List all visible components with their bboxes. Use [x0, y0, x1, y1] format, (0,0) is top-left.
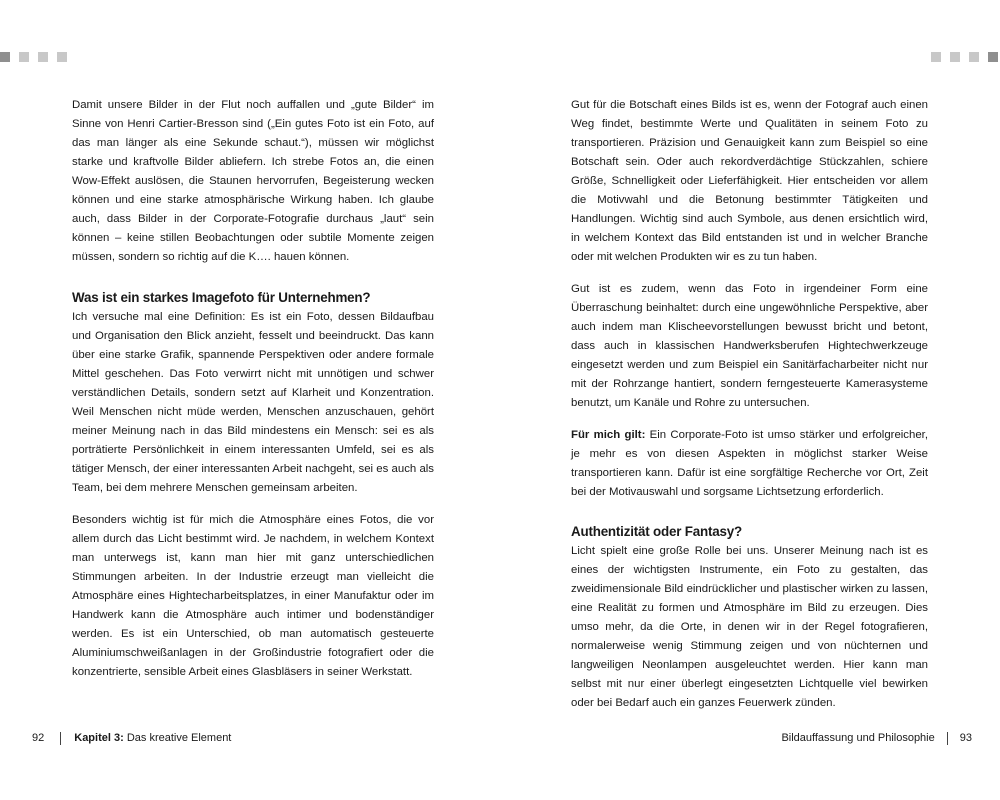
page-number: 92	[32, 732, 45, 744]
bold-lead-in: Für mich gilt:	[571, 429, 646, 441]
square-marker	[57, 52, 67, 62]
square-marker	[969, 52, 979, 62]
left-footer	[32, 731, 231, 745]
paragraph: Damit unsere Bilder in der Flut noch auffallen und „gute Bilder“ im Sinne von Henri Cartier-Bresson sind („Ein gutes Foto ist ein Foto, auf das man länger als eine Sekunde schaut.“), müssen wir möglichst starke und kraftvolle Bilder abliefern. Ich strebe Fotos an, die einen Wow-Effekt auslösen, die Staunen hervorrufen, Begeisterung wecken können und eine starke atmosphärische Wirkung haben. Ich glaube auch, dass Bilder in der Corporate-Fotografie durchaus „laut“ sein können – keine stillen Beobachtungen oder subtile Momente zeigen müssen, sondern so richtig auf die K…. hauen können.	[72, 99, 434, 263]
square-marker	[931, 52, 941, 62]
right-footer	[781, 731, 972, 745]
section-title: Bildauffassung und Philosophie	[781, 732, 935, 744]
left-page-body	[72, 96, 434, 695]
square-marker	[0, 52, 10, 62]
footer-divider	[947, 732, 948, 745]
page-number: 93	[959, 732, 972, 744]
square-marker	[19, 52, 29, 62]
section-heading: Authentizität oder Fantasy?	[571, 524, 742, 539]
chapter-label: Kapitel 3:	[74, 732, 124, 744]
lead-text: Ein Corporate-Foto ist umso stärker und erfolgreicher, je mehr es von diesen Aspekten in möglichst starker Weise transportieren kann. Dafür ist eine sorgfältige Recherche vor Ort, Zeit bei der Motivauswahl und sorgsame Lichtsetzung erforderlich.	[571, 429, 929, 498]
square-marker	[950, 52, 960, 62]
square-marker	[38, 52, 48, 62]
chapter-title: Das kreative Element	[123, 732, 232, 744]
decorative-squares-right	[931, 52, 998, 62]
paragraph: Licht spielt eine große Rolle bei uns. Unserer Meinung nach ist es eines der wichtigsten Instrumente, ein Foto zu gestalten, das zweidimensionale Bild eindrücklicher und plastischer wirken zu lassen, eine Realität zu formen und Atmosphäre im Bild zu erzeugen. Dies umso mehr, da die Orte, in denen wir in der Regel fotografieren, normalerweise wenig Stimmung zeigen und von nüchternen und langweiligen Neonlampen ausgeleuchtet werden. Hier kann man selbst mit nur einer überlegt eingesetzten Lichtquelle viel bewirken oder bei Bedarf auch ein ganzes Feuerwerk zünden.	[571, 545, 928, 709]
chapter-reference	[74, 731, 231, 745]
paragraph: Gut ist es zudem, wenn das Foto in irgendeiner Form eine Überraschung beinhaltet: durch eine ungewöhnliche Perspektive, aber auch indem man Klischeevorstellungen bewusst bricht und betont, dass auch in klassischen Handwerksberufen Hightechwerkzeuge eingesetzt werden und zum Beispiel ein Sanitärfacharbeiter nicht nur mit der Rohrzange hantiert, sondern ferngesteuerte Kamerasysteme benutzt, um Kanäle und Rohre zu untersuchen.	[571, 283, 928, 409]
square-marker	[988, 52, 998, 62]
right-page-body	[571, 96, 928, 726]
paragraph: Ich versuche mal eine Definition: Es ist ein Foto, dessen Bildaufbau und Organisation den Blick anzieht, fesselt und beeindruckt. Das kann über eine starke Grafik, spannende Perspektiven oder andere formale Mittel geschehen. Das Foto verwirrt nicht mit unnötigen und schwer verständlichen Details, sondern setzt auf Klarheit und Konzentration. Weil Menschen nicht müde werden, Menschen anzuschauen, gehört meiner Meinung nach in das Bild mindestens ein Mensch: sei es als porträtierte Persönlichkeit in einem interessanten Umfeld, sei es als tätiger Mensch, der einer interessanten Arbeit nachgeht, sei es auch als Team, bei dem mehrere Menschen gemeinsam arbeiten.	[72, 311, 434, 494]
decorative-squares-left	[0, 52, 67, 62]
footer-divider	[60, 732, 61, 745]
section-heading: Was ist ein starkes Imagefoto für Unternehmen?	[72, 290, 371, 305]
paragraph: Besonders wichtig ist für mich die Atmosphäre eines Fotos, die vor allem durch das Licht bestimmt wird. Je nachdem, in welchem Kontext man unterwegs ist, kann man hier mit ganz unterschiedlichen Stimmungen arbeiten. In der Industrie erzeugt man vielleicht die Atmosphäre eines Hightecharbeitsplatzes, in einer Manufaktur oder im Handwerk kann die Atmosphäre auch intimer und bodenständiger werden. Es ist ein Unterschied, ob man automatisch gesteuerte Aluminiumschweißanlagen in der Großindustrie fotografiert oder die konzentrierte, sensible Arbeit eines Glasbläsers in seiner Werkstatt.	[72, 514, 434, 678]
paragraph-with-lead	[571, 426, 928, 502]
paragraph: Gut für die Botschaft eines Bilds ist es, wenn der Fotograf auch einen Weg findet, bestimmte Werte und Qualitäten in seinem Foto zu transportieren. Präzision und Genauigkeit kann zum Beispiel so eine Botschaft sein. Oder auch rekordverdächtige Stückzahlen, schiere Größe, Schnelligkeit oder Lieferfähigkeit. Hier entscheiden vor allem die Motivwahl und die Betonung bestimmter Tätigkeiten und Handlungen. Wichtig sind auch Symbole, aus denen ersichtlich wird, in welchem Kontext das Bild entstanden ist und in welcher Branche oder mit welchen Produkten wir es zu tun haben.	[571, 99, 928, 263]
